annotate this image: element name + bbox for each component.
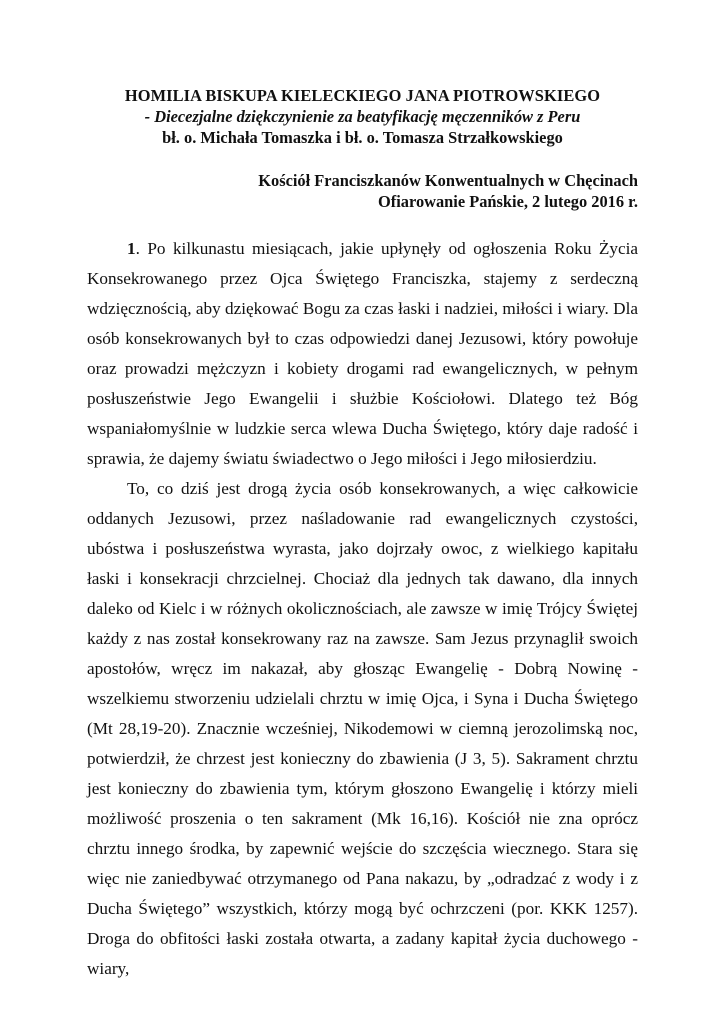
document-title: HOMILIA BISKUPA KIELECKIEGO JANA PIOTROWSKIEGO (124, 86, 601, 105)
martyrs-names: bł. o. Michała Tomaszka i bł. o. Tomasza Strzałkowskiego (162, 128, 563, 147)
paragraph-2: To, co dziś jest drogą życia osób konsekrowanych, a więc całkowicie oddanych Jezusowi, przez naśladowanie rad ewangelicznych czystości, ubóstwa i posłuszeństwa wyrasta, jako dojrzały owoc, z wielkiego kapitału łaski i konsekracji chrzcielnej. Chociaż dla jednych tak dawano, dla innych daleko od Kielc i w różnych okolicznościach, ale zawsze w imię Trójcy Świętej każdy z nas został konsekrowany raz na zawsze. Sam Jezus przynaglił swoich apostołów, wręcz im nakazał, aby głosząc Ewangelię - Dobrą Nowinę - wszelkiemu stworzeniu udzielali chrztu w imię Ojca, i Syna i Ducha Świętego (Mt 28,19-20). Znacznie wcześniej, Nikodemowi w ciemną jerozolimską noc, potwierdził, że chrzest jest konieczny do zbawienia (J 3, 5). Sakrament chrztu jest konieczny do zbawienia tym, którym głoszono Ewangelię i którzy mieli możliwość proszenia o ten sakrament (Mk 16,16). Kościół nie zna oprócz chrztu innego środka, by zapewnić wejście do szczęścia wiecznego. Stara się więc nie zaniedbywać otrzymanego od Pana nakazu, by „odradzać z wody i z Ducha Świętego” wszystkich, którzy mogą być ochrzczeni (por. KKK 1257). Droga do obfitości łaski została otwarta, a zadany kapitał życia duchowego - wiary, (87, 479, 638, 978)
homily-body (87, 234, 638, 984)
title-block (87, 85, 638, 148)
document-page (87, 85, 638, 984)
church-name: Kościół Franciszkanów Konwentualnych w Chęcinach (258, 171, 638, 190)
place-date-block (87, 170, 638, 212)
paragraph-number: 1 (127, 239, 136, 258)
paragraph-1 (87, 234, 638, 474)
document-subtitle: - Diecezjalne dziękczynienie za beatyfikację męczenników z Peru (144, 107, 581, 126)
paragraph-1-text: . Po kilkunastu miesiącach, jakie upłynęły od ogłoszenia Roku Życia Konsekrowanego przez Ojca Świętego Franciszka, stajemy z serdeczną wdzięcznością, aby dziękować Bogu za czas łaski i nadziei, miłości i wiary. Dla osób konsekrowanych był to czas odpowiedzi danej Jezusowi, który powołuje oraz prowadzi mężczyzn i kobiety drogami rad ewangelicznych, w pełnym posłuszeństwie Jego Ewangelii i służbie Kościołowi. Dlatego też Bóg wspaniałomyślnie w ludzkie serca wlewa Ducha Świętego, który daje radość i sprawia, że dajemy światu świadectwo o Jego miłości i Jego miłosierdziu. (87, 239, 638, 468)
occasion-date: Ofiarowanie Pańskie, 2 lutego 2016 r. (378, 192, 638, 211)
